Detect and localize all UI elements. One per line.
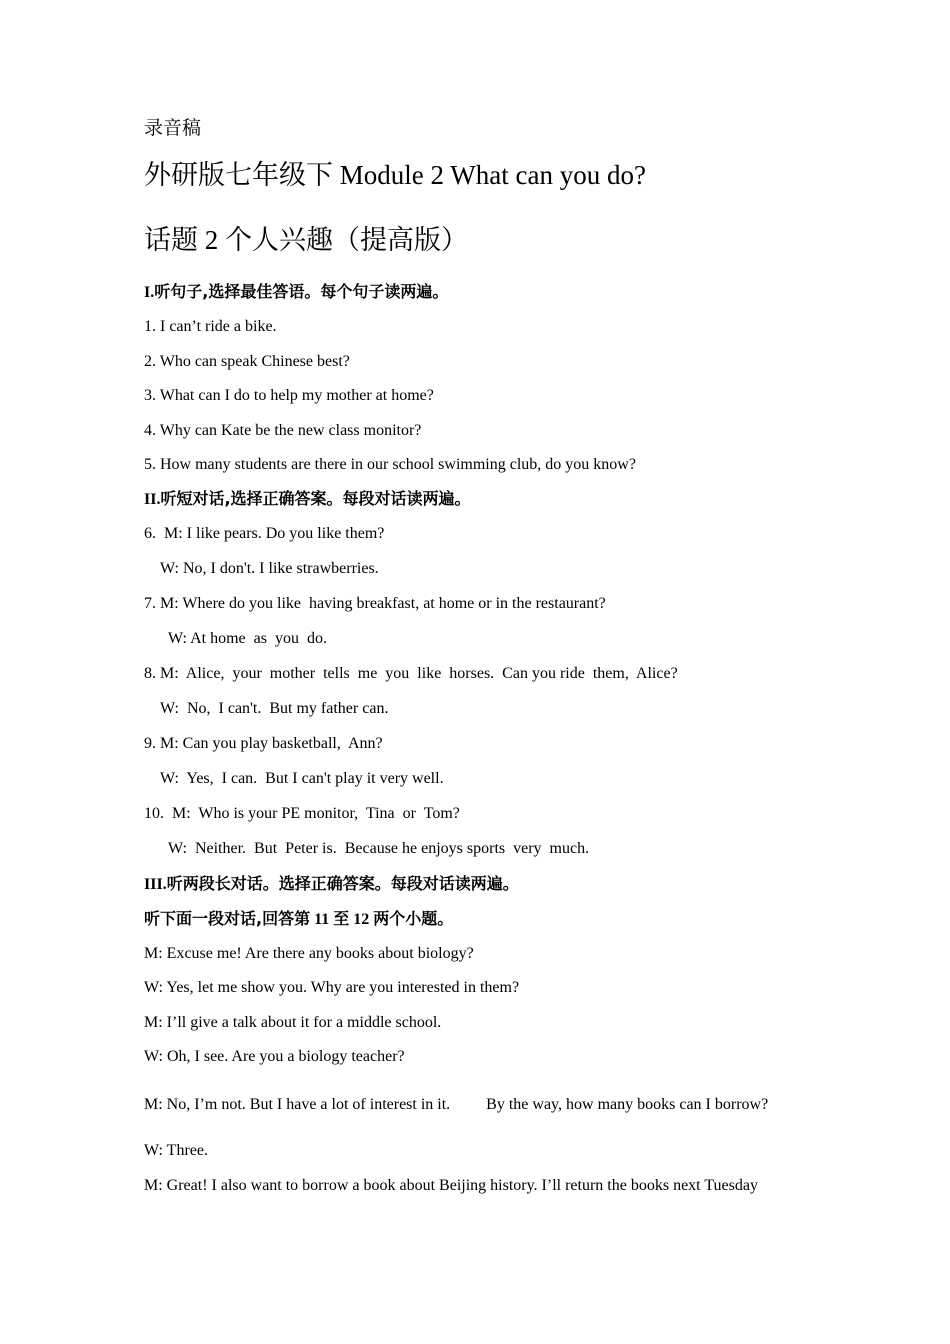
title-english: Module 2 What can you do? — [333, 160, 646, 190]
subheading-part-b: 至 — [333, 909, 350, 928]
dialogue-line: 6. M: I like pears. Do you like them? — [144, 525, 385, 542]
title-chinese: 外研版七年级下 — [144, 160, 333, 191]
dialogue-line: 9. M: Can you play basketball, Ann? — [144, 735, 383, 752]
dialogue-line: W: No, I can't. But my father can. — [160, 700, 389, 717]
dialogue-line: 8. M: Alice, your mother tells me you like horses. Can you ride them, Alice? — [144, 665, 678, 682]
dialogue-line: W: Oh, I see. Are you a biology teacher? — [144, 1048, 405, 1065]
dialogue-line: 7. M: Where do you like having breakfast, at home or in the restaurant? — [144, 595, 606, 612]
question-item: 2. Who can speak Chinese best? — [144, 353, 350, 370]
subheading-number-2: 12 — [349, 911, 374, 928]
section-1-heading — [144, 284, 448, 301]
question-item: 1. I can’t ride a bike. — [144, 318, 277, 335]
question-item: 5. How many students are there in our school swimming club, do you know? — [144, 456, 636, 473]
question-item: 4. Why can Kate be the new class monitor? — [144, 422, 422, 439]
section-2-heading — [144, 491, 471, 508]
dialogue-line: W: At home as you do. — [168, 630, 327, 647]
subheading-part-c: 两个小题。 — [373, 909, 454, 928]
subheading-number-1: 11 — [310, 911, 334, 928]
section-1-title: 听句子,选择最佳答语。每个句子读两遍。 — [154, 282, 449, 301]
topic-title — [144, 227, 468, 254]
document-title — [144, 162, 646, 189]
dialogue-line: 10. M: Who is your PE monitor, Tina or Tom? — [144, 805, 460, 822]
dialogue-line: M: I’ll give a talk about it for a middle school. — [144, 1014, 442, 1031]
dialogue-line: W: Neither. But Peter is. Because he enjoys sports very much. — [168, 840, 590, 857]
dialogue-line: M: No, I’m not. But I have a lot of interest in it. By the way, how many books can I borrow? — [144, 1096, 769, 1113]
section-2-number: II. — [144, 491, 161, 508]
section-1-number: I. — [144, 284, 155, 301]
dialogue-line: W: Yes, let me show you. Why are you interested in them? — [144, 979, 520, 996]
topic-name: 个人兴趣（提高版） — [225, 225, 468, 256]
dialogue-line: W: Yes, I can. But I can't play it very well. — [160, 770, 444, 787]
topic-prefix: 话题 — [144, 225, 198, 256]
subheading-part-a: 听下面一段对话,回答第 — [144, 909, 311, 928]
section-3-title: 听两段长对话。选择正确答案。每段对话读两遍。 — [166, 874, 519, 893]
dialogue-line: M: Great! I also want to borrow a book about Beijing history. I’ll return the books next Tuesday — [144, 1177, 758, 1194]
question-item: 3. What can I do to help my mother at home? — [144, 387, 434, 404]
topic-number: 2 — [198, 225, 225, 255]
document-label: 录音稿 — [144, 117, 202, 139]
section-3-subheading — [144, 911, 453, 928]
section-3-heading — [144, 876, 519, 893]
dialogue-line: M: Excuse me! Are there any books about biology? — [144, 945, 474, 962]
section-2-title: 听短对话,选择正确答案。每段对话读两遍。 — [160, 489, 471, 508]
dialogue-line: W: No, I don't. I like strawberries. — [160, 560, 379, 577]
dialogue-line: W: Three. — [144, 1142, 208, 1159]
section-3-number: III. — [144, 876, 167, 893]
